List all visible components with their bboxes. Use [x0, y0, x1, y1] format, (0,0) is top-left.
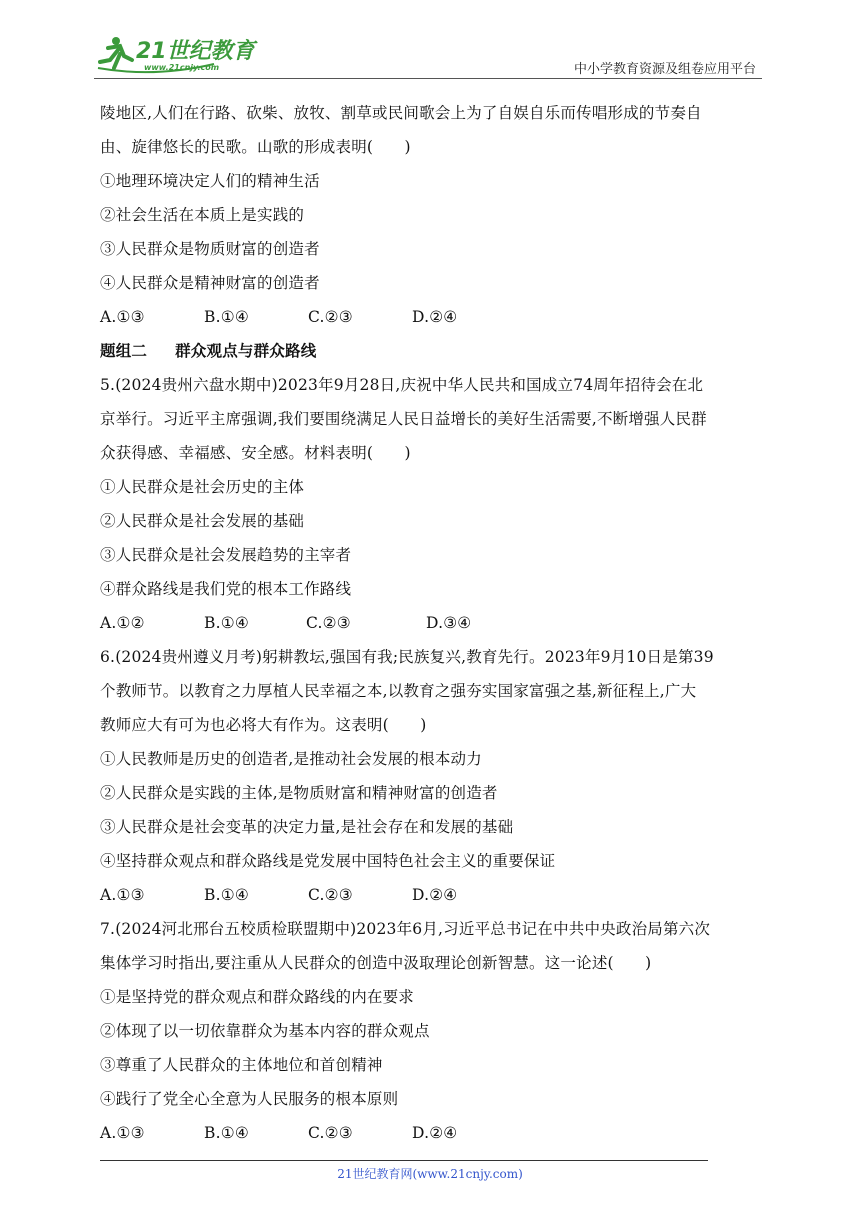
statement-3: ③人民群众是社会变革的决定力量,是社会存在和发展的基础 — [100, 818, 514, 836]
statement-4: ④践行了党全心全意为人民服务的根本原则 — [100, 1090, 399, 1108]
option-a: A.①③ — [100, 308, 145, 326]
section-title: 群众观点与群众路线 — [175, 341, 317, 360]
option-d: D.②④ — [412, 308, 458, 326]
statement-1: ①人民教师是历史的创造者,是推动社会发展的根本动力 — [100, 750, 482, 768]
page-header — [94, 30, 762, 80]
statement-1: ①人民群众是社会历史的主体 — [100, 478, 305, 496]
option-a: A.①③ — [100, 886, 145, 904]
question-6-stem: 个教师节。以教育之力厚植人民幸福之本,以教育之强夯实国家富强之基,新征程上,广大 — [100, 682, 697, 700]
statement-3: ③人民群众是社会发展趋势的主宰者 — [100, 546, 352, 564]
answer-options — [100, 606, 770, 640]
option-b: B.①④ — [204, 886, 249, 904]
text-line: 陵地区,人们在行路、砍柴、放牧、割草或民间歌会上为了自娱自乐而传唱形成的节奏自 — [100, 104, 702, 122]
statement-4: ④群众路线是我们党的根本工作路线 — [100, 580, 352, 598]
statement-3: ③人民群众是物质财富的创造者 — [100, 240, 320, 258]
option-c: C.②③ — [308, 308, 353, 326]
question-6-stem: 6.(2024贵州遵义月考)躬耕教坛,强国有我;民族复兴,教育先行。2023年9月10日是第39 — [100, 648, 714, 666]
question-5-stem: 5.(2024贵州六盘水期中)2023年9月28日,庆祝中华人民共和国成立74周年招待会在北 — [100, 376, 704, 394]
question-5-stem: 京举行。习近平主席强调,我们要围绕满足人民日益增长的美好生活需要,不断增强人民群 — [100, 410, 707, 428]
option-c: C.②③ — [308, 886, 353, 904]
statement-1: ①是坚持党的群众观点和群众路线的内在要求 — [100, 988, 415, 1006]
footer-divider — [100, 1160, 708, 1161]
question-6-stem: 教师应大有可为也必将大有作为。这表明( ) — [100, 716, 427, 734]
option-a: A.①② — [100, 614, 145, 632]
header-divider — [94, 78, 762, 79]
option-c: C.②③ — [306, 614, 351, 632]
option-b: B.①④ — [204, 308, 249, 326]
statement-2: ②社会生活在本质上是实践的 — [100, 206, 305, 224]
statement-3: ③尊重了人民群众的主体地位和首创精神 — [100, 1056, 383, 1074]
question-5-stem: 众获得感、幸福感、安全感。材料表明( ) — [100, 444, 411, 462]
text-line: 由、旋律悠长的民歌。山歌的形成表明( ) — [100, 138, 411, 156]
svg-text:21世纪教育: 21世纪教育 — [136, 39, 255, 64]
answer-options — [100, 300, 770, 334]
option-d: D.③④ — [426, 614, 472, 632]
option-a: A.①③ — [100, 1124, 145, 1142]
option-b: B.①④ — [204, 1124, 249, 1142]
question-7-stem: 集体学习时指出,要注重从人民群众的创造中汲取理论创新智慧。这一论述( ) — [100, 954, 652, 972]
21cnjy-logo — [94, 34, 264, 74]
option-b: B.①④ — [204, 614, 249, 632]
statement-4: ④人民群众是精神财富的创造者 — [100, 274, 320, 292]
section-number: 题组二 — [100, 341, 148, 360]
answer-options — [100, 878, 770, 912]
option-d: D.②④ — [412, 886, 458, 904]
statement-2: ②人民群众是社会发展的基础 — [100, 512, 305, 530]
option-c: C.②③ — [308, 1124, 353, 1142]
statement-2: ②体现了以一切依靠群众为基本内容的群众观点 — [100, 1022, 430, 1040]
statement-1: ①地理环境决定人们的精神生活 — [100, 172, 320, 190]
section-heading — [100, 334, 770, 368]
footer-link[interactable]: 21世纪教育网(www.21cnjy.com) — [337, 1167, 523, 1181]
platform-name: 中小学教育资源及组卷应用平台 — [573, 62, 756, 77]
statement-4: ④坚持群众观点和群众路线是党发展中国特色社会主义的重要保证 — [100, 852, 556, 870]
question-7-stem: 7.(2024河北邢台五校质检联盟期中)2023年6月,习近平总书记在中共中央政治局第六次 — [100, 920, 711, 938]
question-content — [100, 96, 770, 1150]
answer-options — [100, 1116, 770, 1150]
option-d: D.②④ — [412, 1124, 458, 1142]
statement-2: ②人民群众是实践的主体,是物质财富和精神财富的创造者 — [100, 784, 498, 802]
svg-text:www.21cnjy.com: www.21cnjy.com — [144, 63, 220, 72]
